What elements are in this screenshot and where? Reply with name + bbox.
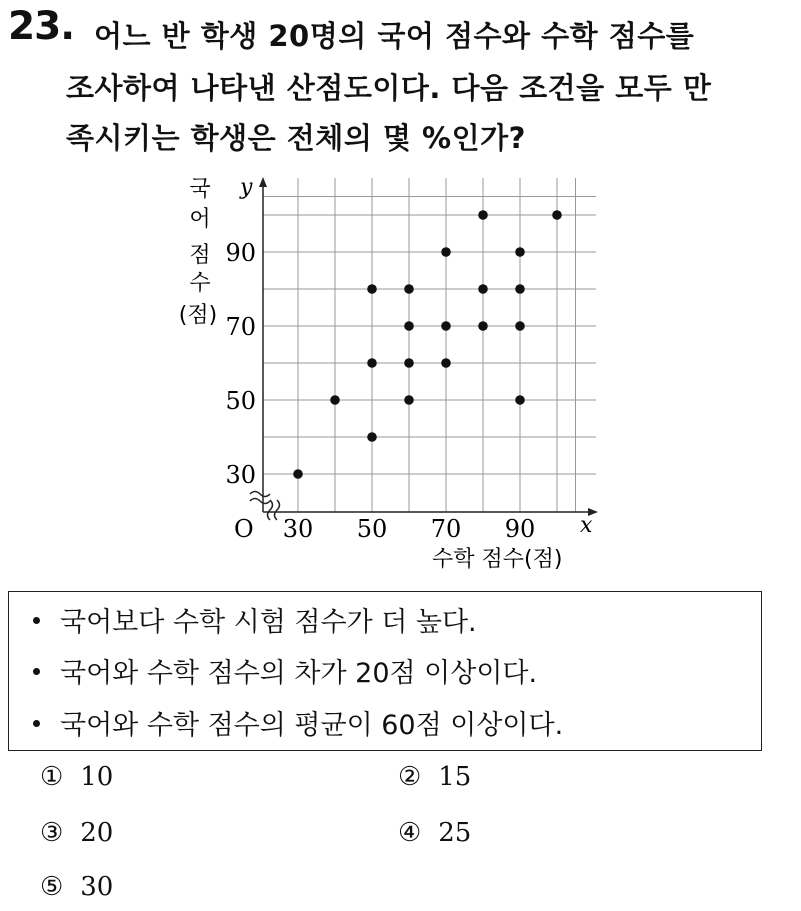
bullet-icon bbox=[33, 720, 40, 727]
choice-4[interactable]: ④ 25 bbox=[398, 818, 472, 848]
x-tick-label: 30 bbox=[282, 515, 314, 543]
y-tick-label: 50 bbox=[225, 387, 256, 415]
data-point bbox=[293, 469, 303, 479]
choice-5[interactable]: ⑤ 30 bbox=[40, 872, 114, 902]
choice-1[interactable]: ① 10 bbox=[40, 762, 114, 792]
data-point bbox=[515, 284, 525, 294]
y-axis-label-char: 국 bbox=[189, 177, 211, 202]
x-tick-label: 70 bbox=[430, 515, 462, 543]
x-tick-label: 50 bbox=[356, 515, 388, 543]
choice-3[interactable]: ③ 20 bbox=[40, 818, 114, 848]
y-axis-letter: y bbox=[240, 175, 253, 200]
y-tick-label: 70 bbox=[225, 313, 256, 341]
data-point bbox=[478, 321, 488, 331]
condition-2: 국어와 수학 점수의 차가 20점 이상이다. bbox=[33, 651, 537, 690]
data-point bbox=[441, 358, 451, 368]
data-point bbox=[404, 284, 414, 294]
axes bbox=[250, 177, 598, 520]
data-point bbox=[404, 358, 414, 368]
axis-break-symbol bbox=[250, 492, 270, 504]
data-point bbox=[478, 210, 488, 220]
data-point bbox=[515, 395, 525, 405]
x-axis-label: 수학 점수(점) bbox=[432, 547, 563, 572]
data-point bbox=[367, 432, 377, 442]
choice-2[interactable]: ② 15 bbox=[398, 762, 472, 792]
y-axis-label-char: 점 bbox=[189, 243, 211, 268]
x-tick-label: 90 bbox=[504, 515, 536, 543]
question-text-line-1: 어느 반 학생 20명의 국어 점수와 수학 점수를 bbox=[94, 19, 695, 53]
data-point bbox=[367, 358, 377, 368]
data-point bbox=[367, 284, 377, 294]
bullet-icon bbox=[33, 617, 40, 624]
data-point bbox=[441, 247, 451, 257]
grid-lines bbox=[263, 178, 596, 512]
data-point bbox=[515, 321, 525, 331]
data-point bbox=[404, 321, 414, 331]
data-point bbox=[552, 210, 562, 220]
y-axis-label-char: 어 bbox=[189, 207, 211, 232]
bullet-icon bbox=[33, 668, 40, 675]
conditions-box bbox=[8, 591, 762, 751]
condition-1: 국어보다 수학 시험 점수가 더 높다. bbox=[33, 600, 477, 639]
question-text-line-3: 족시키는 학생은 전체의 몇 %인가? bbox=[66, 121, 526, 155]
condition-3: 국어와 수학 점수의 평균이 60점 이상이다. bbox=[33, 703, 563, 742]
y-axis-label-char: 수 bbox=[189, 271, 211, 296]
y-axis-label-char: (점) bbox=[178, 303, 218, 328]
question-number: 23. bbox=[8, 4, 75, 49]
axis-break-symbol-x bbox=[268, 500, 280, 520]
data-point bbox=[330, 395, 340, 405]
origin-label: O bbox=[234, 515, 254, 543]
data-point bbox=[441, 321, 451, 331]
y-tick-label: 90 bbox=[225, 239, 256, 267]
data-point bbox=[404, 395, 414, 405]
data-point bbox=[515, 247, 525, 257]
x-axis-letter: x bbox=[580, 513, 593, 538]
y-axis-arrow bbox=[259, 177, 267, 187]
y-tick-label: 30 bbox=[225, 461, 256, 489]
question-text-line-2: 조사하여 나타낸 산점도이다. 다음 조건을 모두 만 bbox=[66, 71, 712, 105]
data-point bbox=[478, 284, 488, 294]
